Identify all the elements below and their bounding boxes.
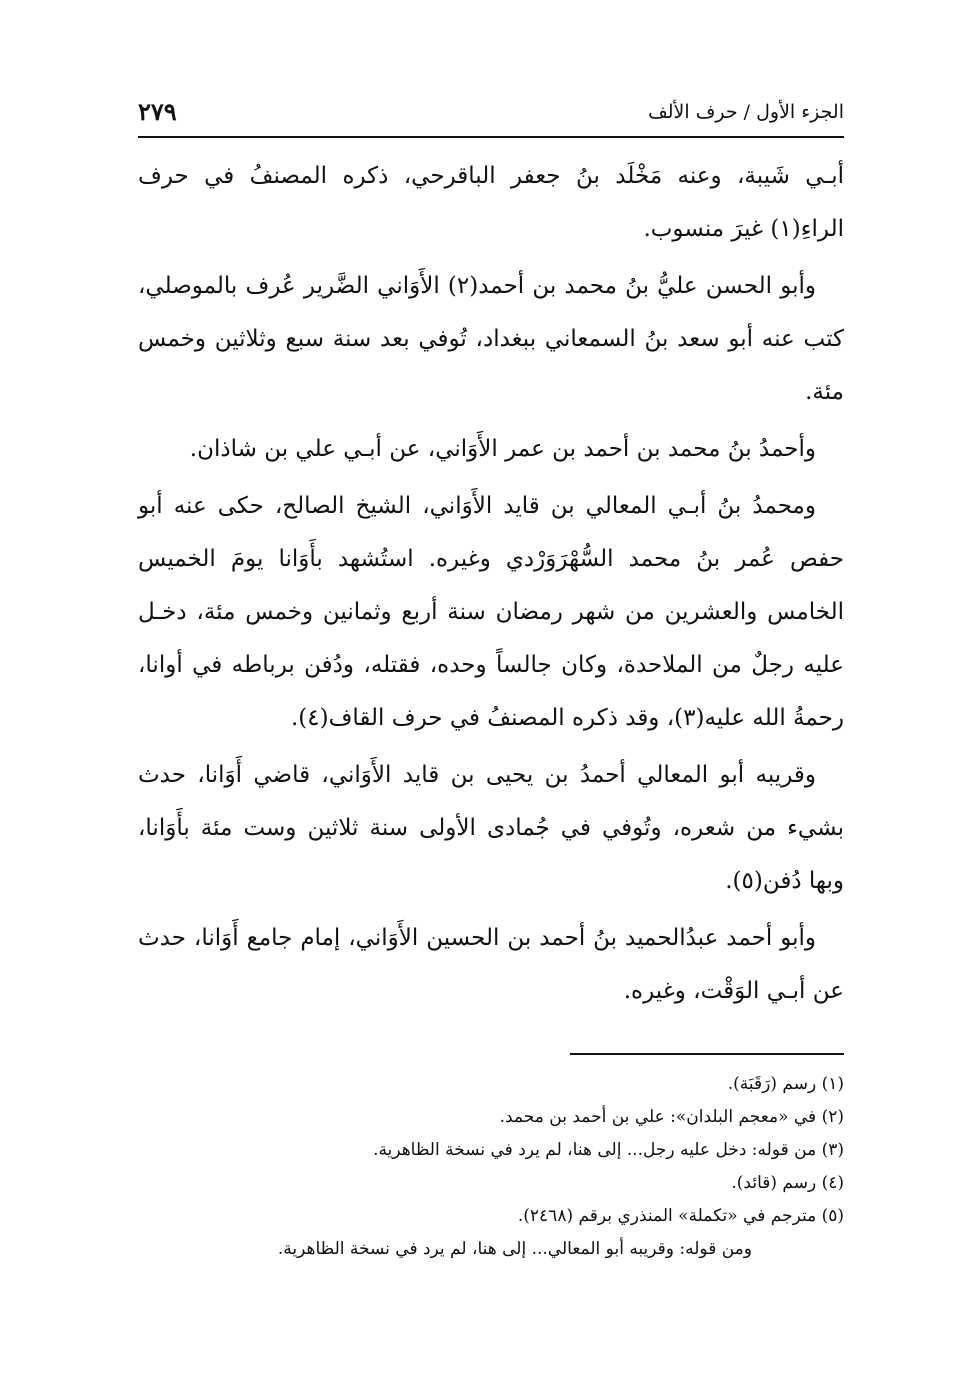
header-rule: [138, 136, 844, 138]
footnote-rule: [570, 1053, 844, 1055]
footnote: (٤) رسم (قائد).: [731, 1173, 844, 1193]
footnote: (٢) في «معجم البلدان»: علي بن أحمد بن محمد.: [499, 1107, 844, 1127]
footnote: (٥) مترجم في «تكملة» المنذري برقم (٢٤٦٨).: [517, 1206, 844, 1226]
footnotes: [200, 1068, 844, 1266]
running-header-title: الجزء الأول / حرف الألف: [648, 101, 844, 123]
paragraph-entry: وأبو أحمد عبدُالحميد بنُ أحمد بن الحسين الأَوَاني، إمام جامع أَوَانا، حدث عن أبـي الوَقْت، وغيره.: [138, 925, 844, 1004]
page-number: ٢٧٩: [138, 97, 177, 126]
footnote-continuation: ومن قوله: وقريبه أبو المعالي... إلى هنا، لم يرد في نسخة الظاهرية.: [277, 1239, 752, 1259]
paragraph-entry: وأبو الحسن عليُّ بنُ محمد بن أحمد(٢) الأَوَاني الضَّرير عُرف بالموصلي، كتب عنه أبو سعد بنُ السمعاني ببغداد، تُوفي بعد سنة سبع وثلاثين وخمس مئة.: [138, 273, 844, 405]
footnote: (٣) من قوله: دخل عليه رجل... إلى هنا، لم يرد في نسخة الظاهرية.: [373, 1140, 844, 1160]
footnote: (١) رسم (رَقَبَة).: [727, 1074, 844, 1094]
paragraph-continuation: أبـي شَيبة، وعنه مَخْلَد بنُ جعفر الباقرحي، ذكره المصنفُ في حرف الراءِ(١) غيرَ منسوب.: [138, 163, 844, 242]
running-header: [138, 95, 844, 129]
paragraph-entry: وقريبه أبو المعالي أحمدُ بن يحيى بن قايد الأَوَاني، قاضي أَوَانا، حدث بشيء من شعره، وتُوفي في جُمادى الأولى سنة ثلاثين وست مئة بأَوَانا، وبها دُفن(٥).: [138, 762, 844, 894]
main-text: [138, 150, 844, 1018]
paragraph-entry: وأحمدُ بنُ محمد بن أحمد بن عمر الأَوَاني، عن أبـي علي بن شاذان.: [189, 436, 816, 462]
paragraph-entry: ومحمدُ بنُ أبـي المعالي بن قايد الأَوَاني، الشيخ الصالح، حكى عنه أبو حفص عُمر بنُ محمد السُّهْرَوَرْدي وغيره. استُشهد بأَوَانا يومَ الخميس الخامس والعشرين من شهر رمضان سنة أربع وثمانين وخمس مئة، دخـل عليه رجلٌ من الملاحدة، وكان جالساً وحده، فقتله، ودُفن برباطه في أوانا، رحمةُ الله عليه(٣)، وقد ذكره المصنفُ في حرف القاف(٤).: [138, 493, 844, 731]
